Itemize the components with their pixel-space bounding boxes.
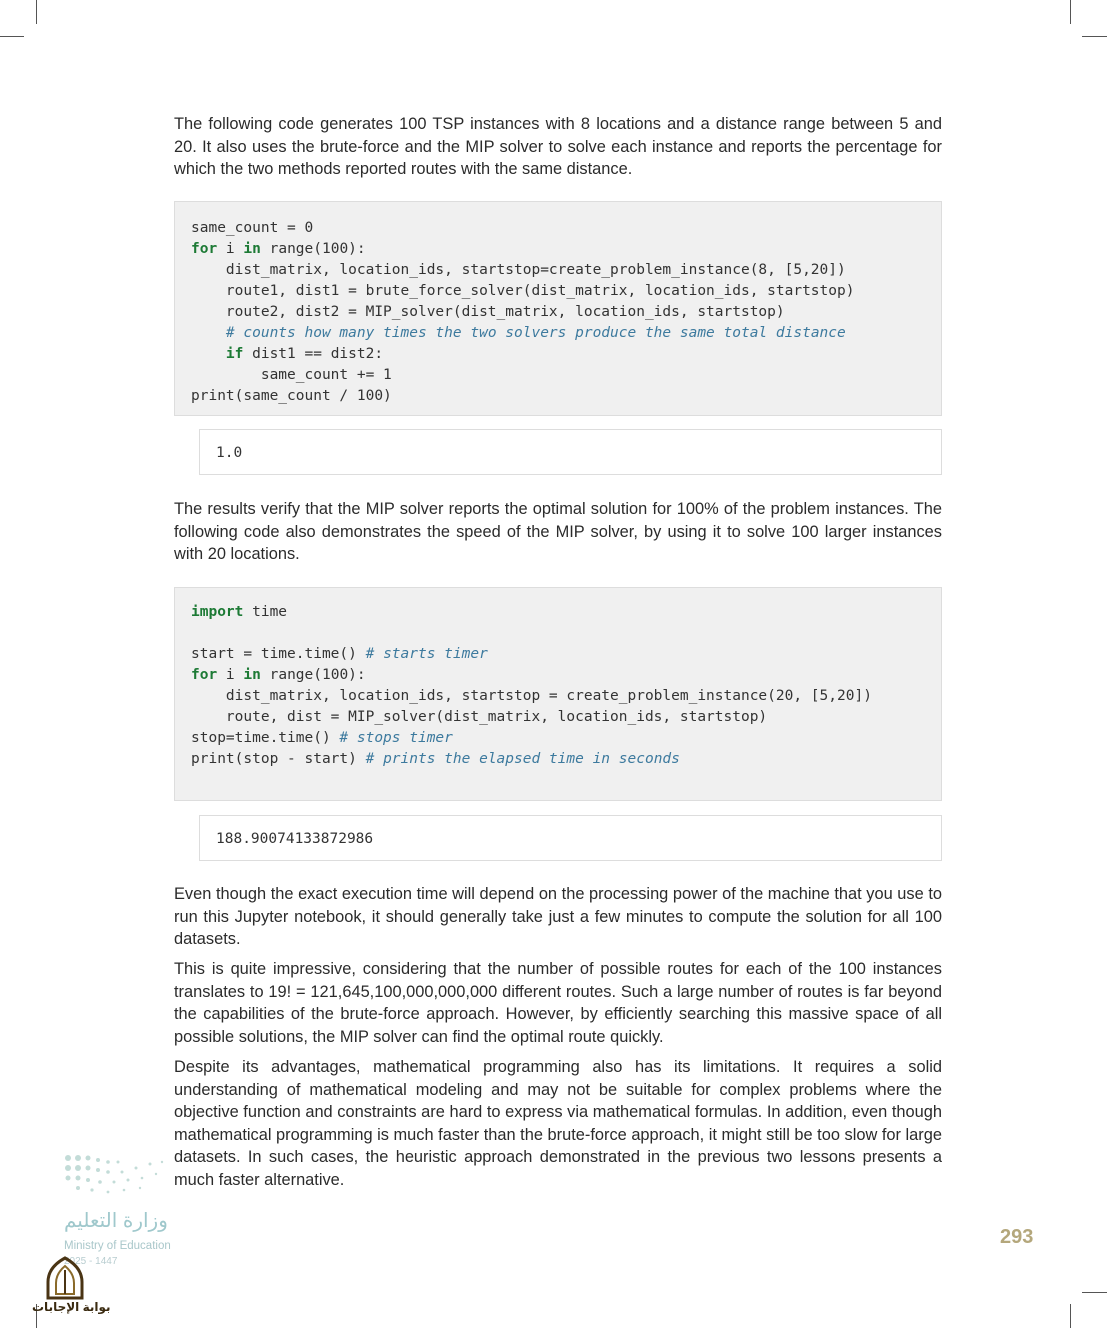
code-line: route2, dist2 = MIP_solver(dist_matrix, location_ids, startstop) xyxy=(191,304,785,320)
ministry-year: 2025 - 1447 xyxy=(64,1256,118,1267)
crop-mark xyxy=(1070,1304,1071,1328)
page-number: 293 xyxy=(1000,1226,1034,1248)
site-logo-icon xyxy=(44,1256,86,1300)
ministry-name-arabic: وزارة التعليم xyxy=(64,1210,168,1232)
code-line: dist_matrix, location_ids, startstop=create_problem_instance(8, [5,20]) xyxy=(191,262,846,278)
code-line: for i in range(100): xyxy=(191,667,366,683)
code-line: route, dist = MIP_solver(dist_matrix, location_ids, startstop) xyxy=(191,709,768,725)
code-cell-timing[interactable] xyxy=(174,587,942,801)
results-paragraph: The results verify that the MIP solver reports the optimal solution for 100% of the problem instances. The following code also demonstrates the speed of the MIP solver, by using it to solve 100 larger instances with 20 locations. xyxy=(174,500,942,563)
code-line: print(same_count / 100) xyxy=(191,388,392,404)
code-line: route1, dist1 = brute_force_solver(dist_matrix, location_ids, startstop) xyxy=(191,283,855,299)
intro-paragraph: The following code generates 100 TSP instances with 8 locations and a distance range between 5 and 20. It also uses the brute-force and the MIP solver to solve each instance and reports the percentage for which the two methods reported routes with the same distance. xyxy=(174,115,942,178)
ministry-dots-icon xyxy=(62,1150,172,1200)
crop-mark xyxy=(0,36,24,37)
code-line: same_count += 1 xyxy=(191,367,392,383)
code-line: if dist1 == dist2: xyxy=(225,346,384,362)
code-line: start = time.time() # starts timer xyxy=(191,646,488,662)
output-cell-comparison: 1.0 xyxy=(199,429,942,475)
code-cell-comparison[interactable] xyxy=(174,201,942,416)
code-line: dist_matrix, location_ids, startstop = create_problem_instance(20, [5,20]) xyxy=(191,688,872,704)
code-line: stop=time.time() # stops timer xyxy=(191,730,453,746)
code-comment: # counts how many times the two solvers produce the same total distance xyxy=(225,325,846,341)
output-cell-timing: 188.90074133872986 xyxy=(199,815,942,861)
crop-mark xyxy=(1070,0,1071,24)
crop-mark xyxy=(1082,1292,1107,1293)
impressive-paragraph: This is quite impressive, considering that the number of possible routes for each of the 100 instances translates to 19! = 121,645,100,000,000,000 different routes. Such a large number of routes is far beyond the capabilities of the brute-force approach. However, by efficiently searching this massive space of all possible solutions, the MIP solver can find the optimal route quickly. xyxy=(174,960,942,1046)
code-line: same_count = 0 xyxy=(191,220,314,236)
limitations-paragraph: Despite its advantages, mathematical programming also has its limitations. It requires a solid understanding of mathematical modeling and may not be suitable for complex problems where the objective function and constraints are hard to express via mathematical formulas. In addition, even though mathematical programming is much faster than the brute-force approach, it might still be too slow for large datasets. In such cases, the heuristic approach demonstrated in the previous two lessons presents a much faster alternative. xyxy=(174,1058,942,1189)
crop-mark xyxy=(1082,36,1107,37)
execution-time-paragraph: Even though the exact execution time will depend on the processing power of the machine that you use to run this Jupyter notebook, it should generally take just a few minutes to compute the solution for all 100 datasets. xyxy=(174,885,942,948)
code-line: for i in range(100): xyxy=(191,241,366,257)
crop-mark xyxy=(36,0,37,24)
code-blank-line xyxy=(191,623,941,644)
site-label: بوابة الإجابات xyxy=(32,1300,111,1314)
ministry-name-english: Ministry of Education xyxy=(64,1240,171,1252)
code-line: print(stop - start) # prints the elapsed time in seconds xyxy=(191,751,680,767)
code-line: import time xyxy=(191,604,288,620)
